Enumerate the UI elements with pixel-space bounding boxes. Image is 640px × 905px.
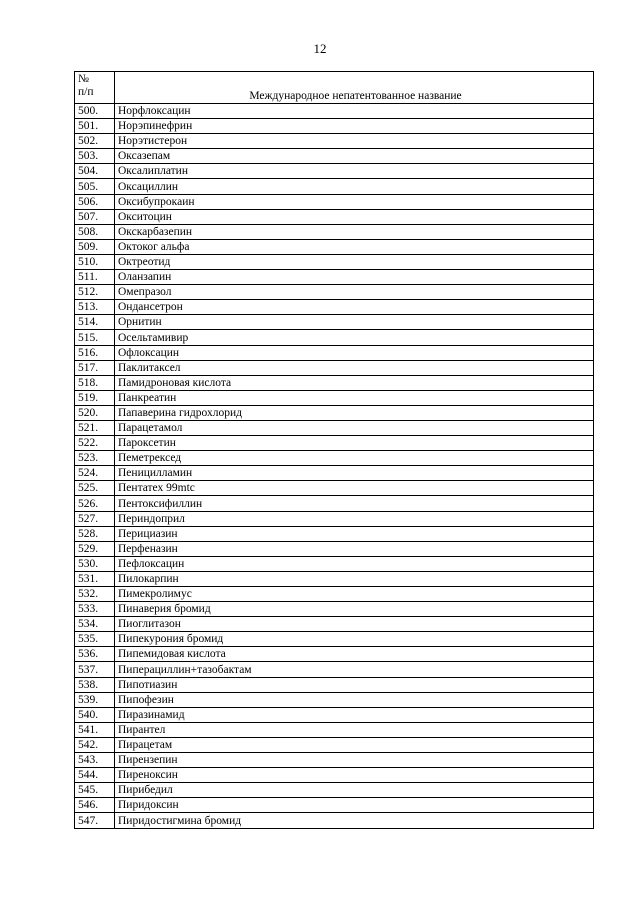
row-number-cell: 537. [75,662,115,677]
row-drug-name-cell: Норэпинефрин [115,119,594,134]
row-drug-name-cell: Оксалиплатин [115,164,594,179]
table-row [75,481,594,496]
table-row [75,224,594,239]
row-number-cell: 540. [75,707,115,722]
table-row [75,149,594,164]
table-row [75,104,594,119]
row-number-cell: 517. [75,360,115,375]
row-drug-name-cell: Октоког альфа [115,239,594,254]
row-drug-name-cell: Орнитин [115,315,594,330]
row-number-cell: 508. [75,224,115,239]
row-drug-name-cell: Периндоприл [115,511,594,526]
row-number-cell: 515. [75,330,115,345]
row-number-cell: 525. [75,481,115,496]
row-drug-name-cell: Перициазин [115,526,594,541]
row-drug-name-cell: Оланзапин [115,270,594,285]
row-drug-name-cell: Оксациллин [115,179,594,194]
row-number-cell: 526. [75,496,115,511]
row-drug-name-cell: Паклитаксел [115,360,594,375]
table-row [75,541,594,556]
row-number-cell: 539. [75,692,115,707]
row-drug-name-cell: Пефлоксацин [115,556,594,571]
row-number-cell: 505. [75,179,115,194]
table-row [75,707,594,722]
row-number-cell: 510. [75,254,115,269]
table-row [75,647,594,662]
table-row [75,360,594,375]
row-number-cell: 529. [75,541,115,556]
table-row [75,783,594,798]
table-row [75,722,594,737]
table-row [75,209,594,224]
header-number-abbrev: п/п [78,86,94,98]
row-number-cell: 527. [75,511,115,526]
row-number-cell: 513. [75,300,115,315]
table-row [75,451,594,466]
table-row [75,466,594,481]
row-drug-name-cell: Пиреноксин [115,768,594,783]
table-row [75,768,594,783]
table-row [75,556,594,571]
row-drug-name-cell: Пимекролимус [115,587,594,602]
table-row [75,813,594,828]
row-drug-name-cell: Пирибедил [115,783,594,798]
row-drug-name-cell: Пинаверия бромид [115,602,594,617]
row-number-cell: 534. [75,617,115,632]
row-number-cell: 503. [75,149,115,164]
row-number-cell: 500. [75,104,115,119]
row-number-cell: 542. [75,737,115,752]
table-row [75,285,594,300]
row-number-cell: 541. [75,722,115,737]
row-number-cell: 522. [75,436,115,451]
table-row [75,194,594,209]
table-row [75,571,594,586]
table-row [75,405,594,420]
table-row [75,134,594,149]
row-drug-name-cell: Окситоцин [115,209,594,224]
table-row [75,753,594,768]
row-drug-name-cell: Папаверина гидрохлорид [115,405,594,420]
table-row [75,737,594,752]
row-number-cell: 507. [75,209,115,224]
row-number-cell: 536. [75,647,115,662]
table-row [75,632,594,647]
row-drug-name-cell: Пиперациллин+тазобактам [115,662,594,677]
row-drug-name-cell: Панкреатин [115,390,594,405]
row-number-cell: 514. [75,315,115,330]
table-row [75,526,594,541]
table-row [75,164,594,179]
row-drug-name-cell: Парацетамол [115,420,594,435]
row-number-cell: 544. [75,768,115,783]
row-drug-name-cell: Пентоксифиллин [115,496,594,511]
row-number-cell: 531. [75,571,115,586]
row-drug-name-cell: Пипофезин [115,692,594,707]
row-number-cell: 532. [75,587,115,602]
row-drug-name-cell: Омепразол [115,285,594,300]
row-drug-name-cell: Пеметрексед [115,451,594,466]
row-number-cell: 519. [75,390,115,405]
table-row [75,254,594,269]
table-row [75,617,594,632]
row-number-cell: 524. [75,466,115,481]
row-number-cell: 535. [75,632,115,647]
table-row [75,511,594,526]
table-row [75,330,594,345]
row-number-cell: 516. [75,345,115,360]
row-drug-name-cell: Пипекурония бромид [115,632,594,647]
row-drug-name-cell: Ондансетрон [115,300,594,315]
table-row [75,375,594,390]
table-row [75,496,594,511]
row-drug-name-cell: Осельтамивир [115,330,594,345]
table-row [75,315,594,330]
row-number-cell: 520. [75,405,115,420]
row-drug-name-cell: Офлоксацин [115,345,594,360]
row-number-cell: 543. [75,753,115,768]
row-drug-name-cell: Пентатех 99mtc [115,481,594,496]
table-row [75,677,594,692]
row-number-cell: 523. [75,451,115,466]
table-row [75,692,594,707]
row-drug-name-cell: Пирензепин [115,753,594,768]
table-row [75,300,594,315]
row-drug-name-cell: Пилокарпин [115,571,594,586]
row-number-cell: 504. [75,164,115,179]
drug-name-table [74,71,594,829]
row-number-cell: 545. [75,783,115,798]
row-drug-name-cell: Пипотиазин [115,677,594,692]
row-drug-name-cell: Норфлоксацин [115,104,594,119]
table-row [75,420,594,435]
table-row [75,602,594,617]
row-drug-name-cell: Пиоглитазон [115,617,594,632]
row-number-cell: 501. [75,119,115,134]
row-number-cell: 506. [75,194,115,209]
row-drug-name-cell: Перфеназин [115,541,594,556]
table-row [75,119,594,134]
row-number-cell: 509. [75,239,115,254]
table-row [75,798,594,813]
row-number-cell: 511. [75,270,115,285]
table-row [75,270,594,285]
row-drug-name-cell: Окскарбазепин [115,224,594,239]
table-row [75,179,594,194]
table-row [75,587,594,602]
row-number-cell: 528. [75,526,115,541]
row-drug-name-cell: Пеницилламин [115,466,594,481]
row-drug-name-cell: Оксибупрокаин [115,194,594,209]
row-drug-name-cell: Пиразинамид [115,707,594,722]
row-drug-name-cell: Октреотид [115,254,594,269]
page-number: 12 [313,41,327,56]
table-body [75,104,594,829]
row-drug-name-cell: Пиридоксин [115,798,594,813]
row-number-cell: 521. [75,420,115,435]
table-row [75,390,594,405]
row-number-cell: 512. [75,285,115,300]
row-drug-name-cell: Норэтистерон [115,134,594,149]
header-number-symbol: № [78,73,89,85]
table-row [75,345,594,360]
row-number-cell: 530. [75,556,115,571]
row-drug-name-cell: Пароксетин [115,436,594,451]
row-drug-name-cell: Пиридостигмина бромид [115,813,594,828]
row-drug-name-cell: Оксазепам [115,149,594,164]
header-name-column: Международное непатентованное название [115,72,594,104]
row-drug-name-cell: Памидроновая кислота [115,375,594,390]
row-number-cell: 533. [75,602,115,617]
header-number-column [75,72,115,104]
row-number-cell: 546. [75,798,115,813]
table-row [75,239,594,254]
row-drug-name-cell: Пирацетам [115,737,594,752]
row-number-cell: 518. [75,375,115,390]
row-number-cell: 547. [75,813,115,828]
row-drug-name-cell: Пипемидовая кислота [115,647,594,662]
row-number-cell: 538. [75,677,115,692]
table-row [75,436,594,451]
table-row [75,662,594,677]
row-number-cell: 502. [75,134,115,149]
row-drug-name-cell: Пирантел [115,722,594,737]
table-header-row [75,72,594,104]
